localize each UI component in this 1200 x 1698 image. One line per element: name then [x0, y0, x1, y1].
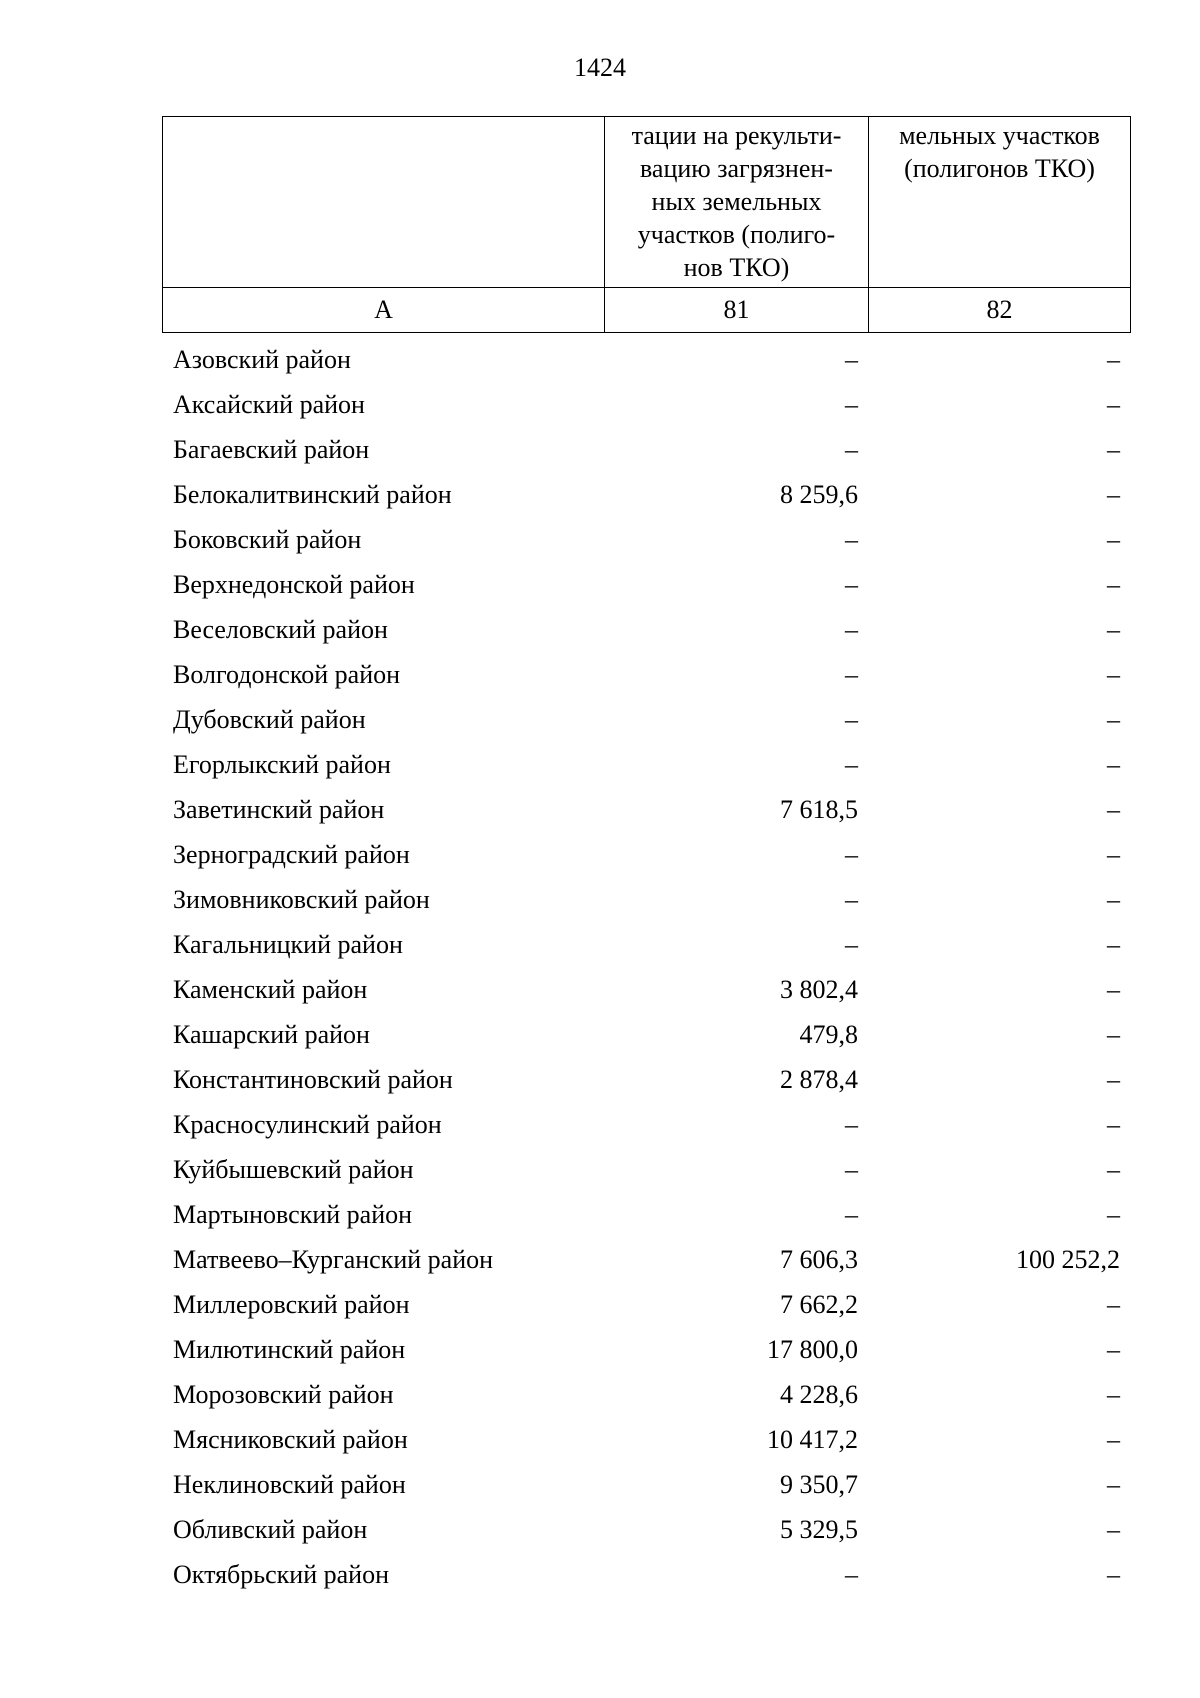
value-col82: –: [1107, 614, 1120, 644]
value-col81: 3 802,4: [780, 974, 858, 1004]
district-name: Веселовский район: [173, 614, 388, 644]
district-name: Верхнедонской район: [173, 569, 415, 599]
district-name: Заветинский район: [173, 794, 385, 824]
value-col82: –: [1107, 1424, 1120, 1454]
district-name: Егорлыкский район: [173, 749, 391, 779]
district-name: Зерноградский район: [173, 839, 410, 869]
header-cell-col81: [605, 117, 869, 288]
value-col81: –: [845, 569, 858, 599]
value-col81: –: [845, 704, 858, 734]
district-name: Багаевский район: [173, 434, 370, 464]
table-row: [162, 562, 1130, 607]
district-name: Белокалитвинский район: [173, 479, 452, 509]
value-col82: –: [1107, 749, 1120, 779]
value-col82: –: [1107, 704, 1120, 734]
table-row: [162, 1327, 1130, 1372]
value-col82: –: [1107, 1379, 1120, 1409]
table-row: [162, 1552, 1130, 1597]
header-description-row: [163, 117, 1131, 288]
value-col81: 9 350,7: [780, 1469, 858, 1499]
district-name: Азовский район: [173, 344, 351, 374]
district-name: Обливский район: [173, 1514, 368, 1544]
value-col81: –: [845, 839, 858, 869]
table-row: [162, 337, 1130, 382]
value-col81: –: [845, 659, 858, 689]
table-row: [162, 1147, 1130, 1192]
header-cell-col82-text: мельных участков (полигонов ТКО): [899, 121, 1100, 183]
value-col81: 7 606,3: [780, 1244, 858, 1274]
district-name: Мясниковский район: [173, 1424, 408, 1454]
value-col82: –: [1107, 794, 1120, 824]
header-cell-col81-text: тации на рекульти- вацию загрязнен- ных земельных участков (полиго- нов ТКО): [631, 121, 842, 282]
district-name: Морозовский район: [173, 1379, 394, 1409]
value-col81: 10 417,2: [767, 1424, 858, 1454]
table-row: [162, 967, 1130, 1012]
header-cell-col82: [869, 117, 1131, 288]
district-name: Миллеровский район: [173, 1289, 410, 1319]
district-name: Кашарский район: [173, 1019, 370, 1049]
table-row: [162, 427, 1130, 472]
value-col81: –: [845, 344, 858, 374]
table-body: [162, 337, 1130, 1597]
table-row: [162, 922, 1130, 967]
value-col82: –: [1107, 884, 1120, 914]
value-col82: –: [1107, 1199, 1120, 1229]
value-col82: –: [1107, 839, 1120, 869]
value-col81: –: [845, 1199, 858, 1229]
table-row: [162, 1237, 1130, 1282]
table-row: [162, 1417, 1130, 1462]
district-name: Кагальницкий район: [173, 929, 403, 959]
table-row: [162, 697, 1130, 742]
value-col82: –: [1107, 1019, 1120, 1049]
district-name: Красносулинский район: [173, 1109, 442, 1139]
header-num-82: 82: [869, 288, 1131, 333]
district-name: Куйбышевский район: [173, 1154, 414, 1184]
district-name: Боковский район: [173, 524, 362, 554]
table-row: [162, 382, 1130, 427]
header-cell-territory: [163, 117, 605, 288]
value-col82: –: [1107, 1514, 1120, 1544]
table-row: [162, 1012, 1130, 1057]
district-name: Дубовский район: [173, 704, 366, 734]
value-col81: 2 878,4: [780, 1064, 858, 1094]
header-num-a: А: [163, 288, 605, 333]
table-row: [162, 877, 1130, 922]
district-name: Октябрьский район: [173, 1559, 389, 1589]
value-col82: –: [1107, 1289, 1120, 1319]
value-col81: –: [845, 1109, 858, 1139]
value-col82: –: [1107, 479, 1120, 509]
table-row: [162, 1507, 1130, 1552]
value-col81: 7 662,2: [780, 1289, 858, 1319]
value-col82: –: [1107, 974, 1120, 1004]
value-col82: –: [1107, 659, 1120, 689]
value-col81: –: [845, 1154, 858, 1184]
value-col82: –: [1107, 344, 1120, 374]
value-col81: –: [845, 929, 858, 959]
district-name: Мартыновский район: [173, 1199, 413, 1229]
value-col82: –: [1107, 1064, 1120, 1094]
district-name: Милютинский район: [173, 1334, 406, 1364]
value-col81: –: [845, 524, 858, 554]
table-row: [162, 1372, 1130, 1417]
value-col82: –: [1107, 1154, 1120, 1184]
district-name: Константиновский район: [173, 1064, 453, 1094]
page-number: 1424: [574, 53, 626, 82]
table-row: [162, 517, 1130, 562]
value-col81: 8 259,6: [780, 479, 858, 509]
header-number-row: [163, 288, 1131, 333]
table-row: [162, 1282, 1130, 1327]
table-row: [162, 1102, 1130, 1147]
value-col82: –: [1107, 524, 1120, 554]
table-header: [162, 116, 1131, 333]
value-col82: –: [1107, 1469, 1120, 1499]
district-name: Зимовниковский район: [173, 884, 430, 914]
value-col82: –: [1107, 1334, 1120, 1364]
value-col82: 100 252,2: [1016, 1244, 1120, 1274]
value-col82: –: [1107, 1109, 1120, 1139]
value-col81: 5 329,5: [780, 1514, 858, 1544]
district-name: Неклиновский район: [173, 1469, 406, 1499]
value-col82: –: [1107, 389, 1120, 419]
value-col81: –: [845, 749, 858, 779]
value-col81: 479,8: [799, 1019, 858, 1049]
district-name: Каменский район: [173, 974, 368, 1004]
value-col81: –: [845, 389, 858, 419]
table-row: [162, 652, 1130, 697]
table-row: [162, 1057, 1130, 1102]
value-col82: –: [1107, 434, 1120, 464]
table-row: [162, 1462, 1130, 1507]
district-name: Аксайский район: [173, 389, 365, 419]
table-row: [162, 742, 1130, 787]
value-col81: –: [845, 1559, 858, 1589]
table-row: [162, 472, 1130, 517]
value-col81: –: [845, 884, 858, 914]
table-row: [162, 832, 1130, 877]
value-col82: –: [1107, 569, 1120, 599]
value-col81: 7 618,5: [780, 794, 858, 824]
header-num-81: 81: [605, 288, 869, 333]
value-col81: 17 800,0: [767, 1334, 858, 1364]
value-col81: –: [845, 614, 858, 644]
value-col82: –: [1107, 929, 1120, 959]
table-row: [162, 787, 1130, 832]
district-name: Волгодонской район: [173, 659, 401, 689]
table-row: [162, 607, 1130, 652]
table-row: [162, 1192, 1130, 1237]
value-col81: 4 228,6: [780, 1379, 858, 1409]
value-col82: –: [1107, 1559, 1120, 1589]
value-col81: –: [845, 434, 858, 464]
district-name: Матвеево–Курганский район: [173, 1244, 494, 1274]
